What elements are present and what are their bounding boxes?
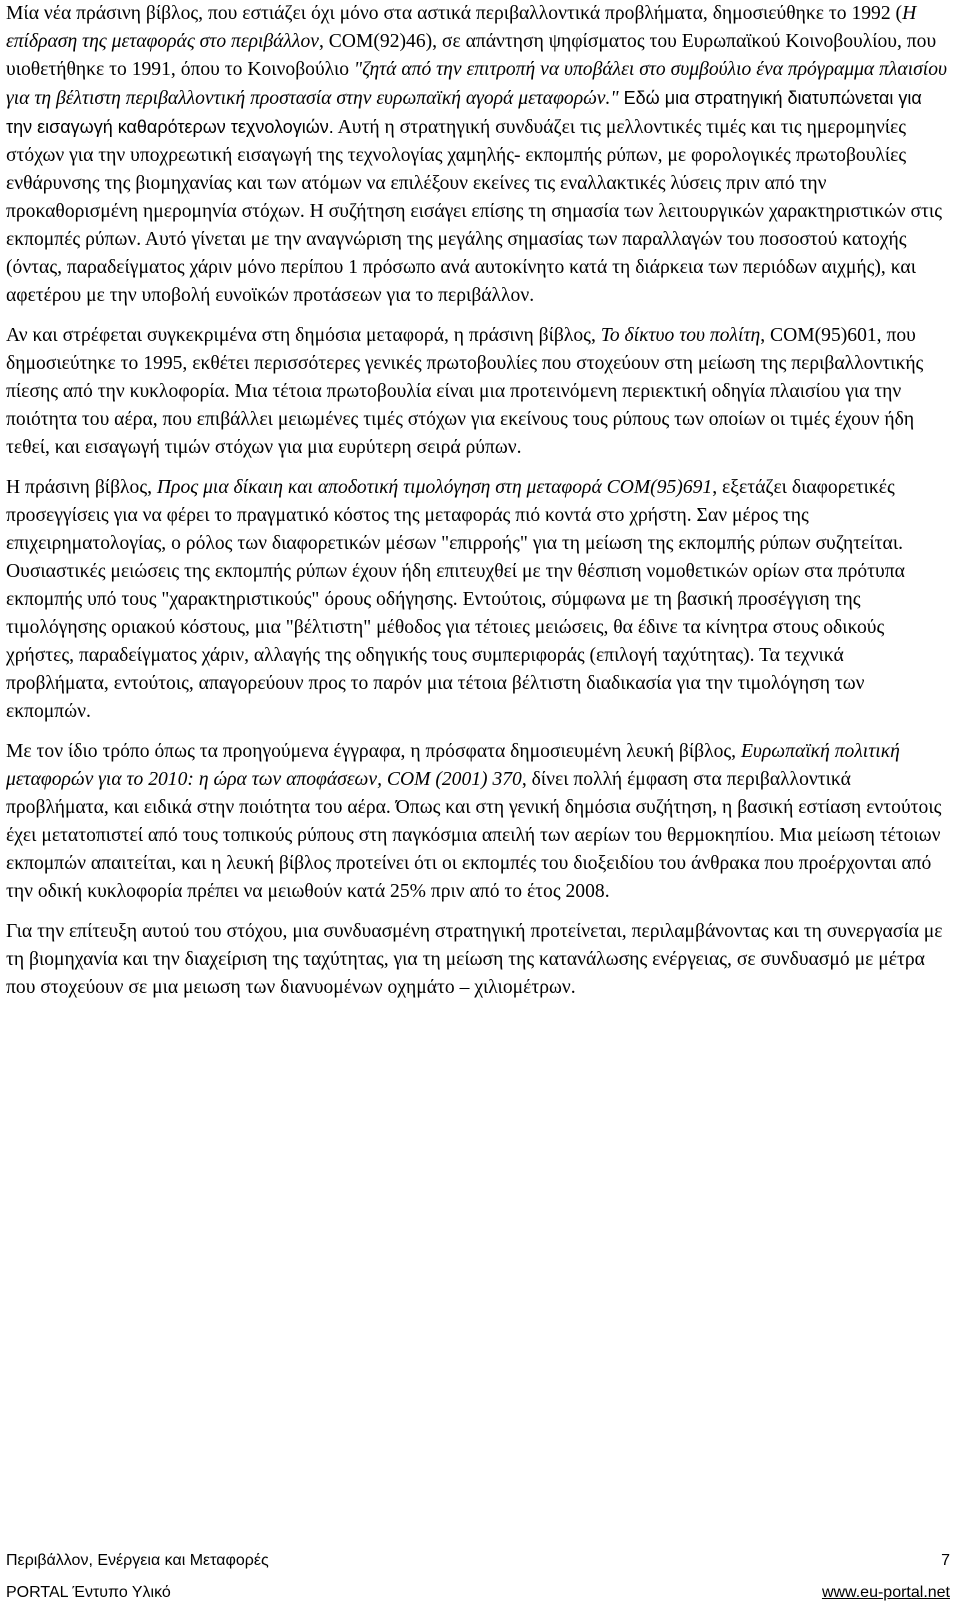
paragraph-2	[6, 322, 950, 462]
paragraph-1-text-4: Αυτή η στρατηγική συνδυάζει τις μελλοντικές τιμές και τις ημερομηνίες στόχων για την υποχρεωτική εισαγωγή της τεχνολογίας χαμηλής- εκπομπής ρύπων, με φορολογικές πρωτοβουλίες ενθάρυνσης της βιομηχανίας και των ατόμων να επιλέξουν εκείνες τις εναλλακτικές λύσεις πριν από την προκαθορισμένη ημερομηνία στόχων. Η συζήτηση εισάγει επίσης τη σημασία των λειτουργικών χαρακτηριστικών στις εκπομπές ρύπων. Αυτό γίνεται με την αναγνώριση της μεγάλης σημασίας των παραλλαγών του ποσοστού κατοχής (όντας, παραδείγματος χάριν μόνο περίπου 1 πρόσωπο ανά αυτοκίνητο κατά τη διάρκεια των περιόδων αιχμής), και αφετέρου με την υποβολή ευνοϊκών προτάσεων για το περιβάλλον.	[6, 117, 942, 306]
paragraph-1-quote: "ζητά από την επιτροπή να υποβάλει στο συμβούλιο ένα πρόγραμμα πλαισίου για τη βέλτιστη περιβαλλοντική προστασία στην ευρωπαϊκή αγορά μεταφορών."	[6, 59, 948, 109]
paragraph-5	[6, 918, 950, 1002]
paragraph-2-text-1: Αν και στρέφεται συγκεκριμένα στη δημόσια μεταφορά, η πράσινη βίβλος,	[6, 325, 601, 346]
paragraph-3-title: Προς μια δίκαιη και αποδοτική τιμολόγηση στη μεταφορά COM(95)691	[156, 477, 713, 498]
paragraph-1-text-2: , COM(92)46), σε απάντηση ψηφίσματος του Ευρωπαϊκού Κοινοβουλίου, που υιοθετήθηκε το 1991, όπου το Κοινοβούλιο	[6, 31, 937, 80]
paragraph-2-text-2: , COM(95)601, που δημοσιεύτηκε το 1995, εκθέτει περισσότερες γενικές πρωτοβουλίες που στοχεύουν στη μείωση της περιβαλλοντικής πίεσης από την κυκλοφορία. Μια τέτοια πρωτοβουλία είναι μια προτεινόμενη περιεκτική οδηγία πλαισίου για την ποιότητα του αέρα, που επιβάλλει μειωμένες τιμές στόχων για εκείνους τους ρύπους των οποίων οι τιμές έχουν ήδη τεθεί, και εισαγωγή τιμών στόχων για μια ευρύτερη σειρά ρύπων.	[6, 325, 924, 458]
paragraph-4	[6, 738, 950, 906]
paragraph-3	[6, 474, 950, 726]
paragraph-3-text-2: , εξετάζει διαφορετικές προσεγγίσεις για να φέρει το πραγματικό κόστος της μεταφοράς πιό κοντά στο χρήστη. Σαν μέρος της επιχειρηματολογίας, ο ρόλος των διαφορετικών μέσων "επιρροής" για τη μείωση της εκπομπής ρύπων συζητείται. Ουσιαστικές μειώσεις της εκπομπής ρύπων έχουν ήδη επιτευχθεί με την θέσπιση νομοθετικών ορίων στα πρότυπα εκπομπής υπό τους "χαρακτηριστικούς" όρους οδήγησης. Εντούτοις, σύμφωνα με τη βασική προσέγγιση της τιμολόγησης οριακού κόστους, μια "βέλτιστη" μέθοδος για τέτοιες μειώσεις, θα έδινε τα κίνητρα στους οδικούς χρήστες, παραδείγματος χάριν, αλλαγής της οδηγικής τους συμπεριφοράς (επιλογή ταχύτητας). Τα τεχνικά προβλήματα, εντούτοις, απαγορεύουν προς το παρόν μια τέτοια βέλτιστη διαδικασία για την τιμολόγηση των εκπομπών.	[6, 477, 905, 722]
paragraph-1	[6, 0, 950, 310]
paragraph-4-text-1: Με τον ίδιο τρόπο όπως τα προηγούμενα έγγραφα, η πρόσφατα δημοσιευμένη λευκή βίβλος,	[6, 741, 741, 762]
paragraph-5-text-1: Για την επίτευξη αυτού του στόχου, μια συνδυασμένη στρατηγική προτείνεται, περιλαμβάνοντας και τη συνεργασία με τη βιομηχανία και την διαχείριση της ταχύτητας, για τη μείωση της κατανάλωσης ενέργειας, σε συνδυασμό με μέτρα που στοχεύουν σε μια μειωση των διανυομένων οχημάτο – χιλιομέτρων.	[6, 921, 943, 998]
paragraph-2-title: Το δίκτυο του πολίτη	[600, 325, 761, 346]
paragraph-1-text-3: Εδώ μια στρατηγική διατυπώνεται για την εισαγωγή καθαρότερων τεχνολογιών.	[6, 88, 922, 137]
footer-portal: PORTAL Έντυπο Υλικό	[6, 1584, 171, 1601]
website-link[interactable]: www.eu-portal.net	[821, 1584, 950, 1601]
paragraph-4-title: Ευρωπαϊκή πολιτική μεταφορών για το 2010: η ώρα των αποφάσεων, COM (2001) 370	[6, 741, 900, 790]
paragraph-1-text-1: Μία νέα πράσινη βίβλος, που εστιάζει όχι μόνο στα αστικά περιβαλλοντικά προβλήματα, δημοσιεύθηκε το 1992 (	[6, 3, 903, 24]
paragraph-3-text-1: Η πράσινη βίβλος,	[6, 477, 157, 498]
paragraph-4-text-2: , δίνει πολλή έμφαση στα περιβαλλοντικά προβλήματα, και ειδικά στην ποιότητα του αέρα. Όπως και στη γενική δημόσια συζήτηση, η βασική εστίαση εντούτοις έχει μετατοπιστεί από τους τοπικούς ρύπους στη παγκόσμια απειλή των αερίων του θερμοκηπίου. Μια μείωση τέτοιων εκπομπών απαιτείται, και η λευκή βίβλος προτείνει ότι οι εκπομπές του διοξειδίου του άνθρακα που προέρχονται από την οδική κυκλοφορία πρέπει να μειωθούν κατά 25% πριν από το έτος 2008.	[6, 769, 942, 902]
footer-title: Περιβάλλον, Ενέργεια και Μεταφορές	[6, 1552, 269, 1569]
paragraph-1-title: Η επίδραση της μεταφοράς στο περιβάλλον	[6, 3, 917, 52]
page-number: 7	[941, 1552, 950, 1569]
document-body	[6, 0, 950, 1014]
